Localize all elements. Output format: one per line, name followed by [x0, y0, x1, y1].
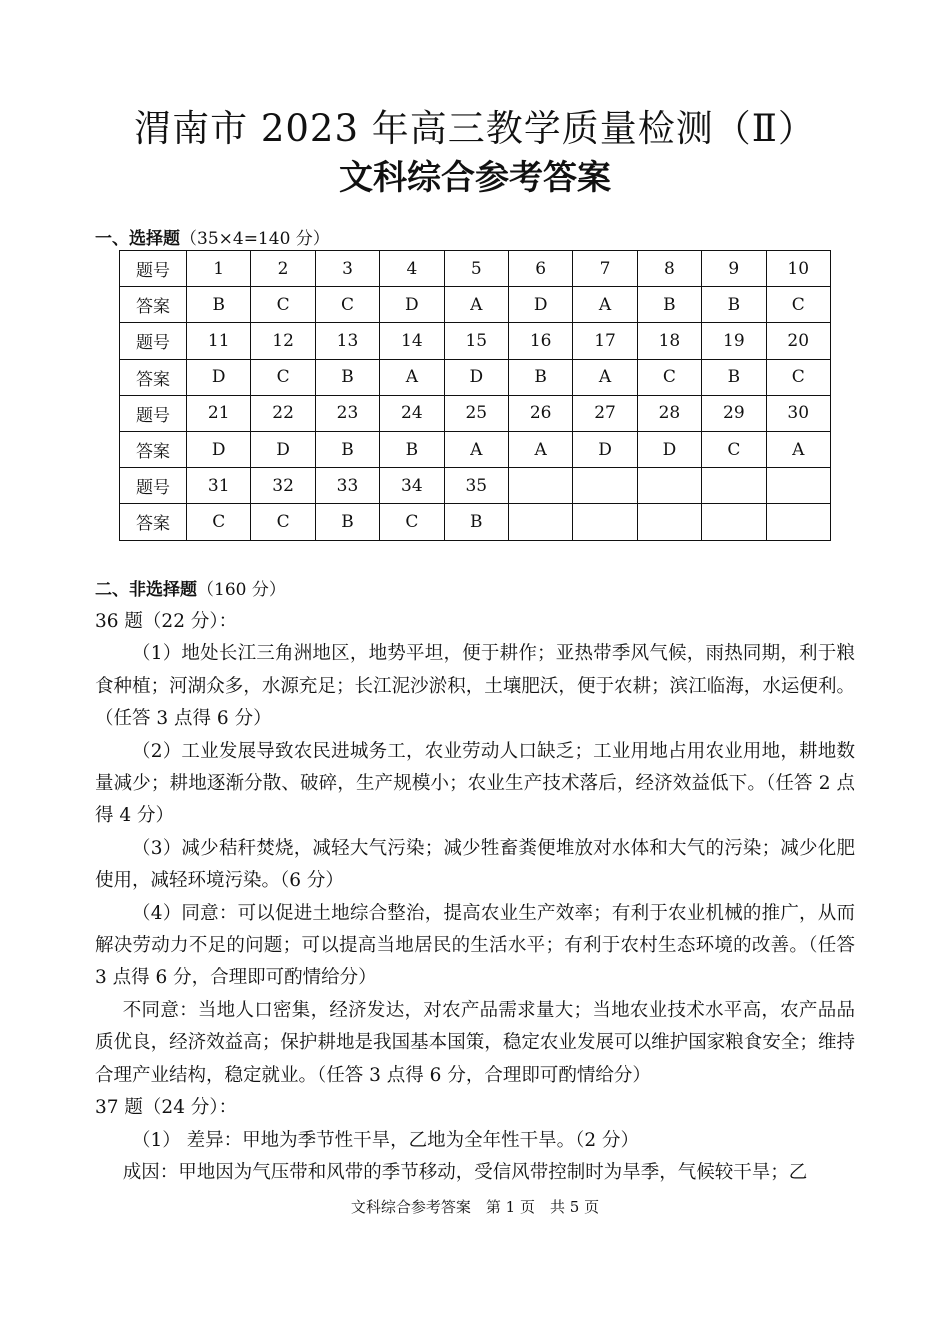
question-number-cell [766, 468, 830, 504]
answer-cell: A [380, 359, 444, 395]
question-number-cell: 2 [251, 251, 315, 287]
answer-cell: C [187, 504, 251, 540]
answer-cell: D [187, 431, 251, 467]
question-number-cell: 26 [508, 395, 572, 431]
question-number-cell: 1 [187, 251, 251, 287]
answer-cell: A [573, 359, 637, 395]
question-row-label: 题号 [120, 468, 187, 504]
section-heading-nonchoice [95, 575, 286, 600]
answer-body [95, 606, 855, 1189]
answer-paragraph: （2）工业发展导致农民进城务工，农业劳动人口缺乏；工业用地占用农业用地，耕地数量减少；耕地逐渐分散、破碎，生产规模小；农业生产技术落后，经济效益低下。（任答 2 点得 4 分） [95, 740, 855, 827]
question-number-cell: 24 [380, 395, 444, 431]
answer-row-label: 答案 [120, 431, 187, 467]
answer-row-label: 答案 [120, 287, 187, 323]
answer-cell: A [573, 287, 637, 323]
question-number-cell [637, 468, 701, 504]
question-number-cell: 22 [251, 395, 315, 431]
question-number-cell: 29 [702, 395, 766, 431]
answer-row [120, 504, 831, 540]
answer-table [119, 250, 831, 541]
answer-cell: D [573, 431, 637, 467]
answer-cell [573, 504, 637, 540]
answer-cell [508, 504, 572, 540]
answer-cell: B [702, 359, 766, 395]
answer-paragraph: （4）同意：可以促进土地综合整治，提高农业生产效率；有利于农业机械的推广，从而解决劳动力不足的问题；可以提高当地居民的生活水平；有利于农村生态环境的改善。（任答 3 点得 6 分，合理即可酌情给分） [95, 902, 855, 989]
question-number-cell: 10 [766, 251, 830, 287]
section-score: （35×4=140 分） [180, 229, 330, 249]
answer-cell: B [508, 359, 572, 395]
section-heading-choice [95, 224, 330, 249]
question-number-cell: 19 [702, 323, 766, 359]
answer-paragraph: 成因：甲地因为气压带和风带的季节移动，受信风带控制时为旱季，气候较干旱；乙 [122, 1161, 808, 1183]
answer-cell: B [380, 431, 444, 467]
section-heading-text: 二、非选择题 [95, 580, 197, 600]
question-number-cell: 6 [508, 251, 572, 287]
question-number-cell [573, 468, 637, 504]
question-number-cell: 18 [637, 323, 701, 359]
question-number-cell: 30 [766, 395, 830, 431]
answer-cell: B [444, 504, 508, 540]
answer-row [120, 287, 831, 323]
answer-paragraph: （1） 差异：甲地为季节性干旱，乙地为全年性干旱。（2 分） [132, 1129, 640, 1151]
answer-cell: A [766, 431, 830, 467]
question-number-cell: 27 [573, 395, 637, 431]
answer-cell: C [251, 287, 315, 323]
answer-cell [766, 504, 830, 540]
answer-cell: D [508, 287, 572, 323]
answer-cell: B [637, 287, 701, 323]
answer-cell: D [187, 359, 251, 395]
question-number-cell [702, 468, 766, 504]
answer-cell [702, 504, 766, 540]
question-number-cell: 25 [444, 395, 508, 431]
question-number-cell: 16 [508, 323, 572, 359]
question-number-cell: 31 [187, 468, 251, 504]
answer-cell: C [766, 359, 830, 395]
question-number-cell: 13 [315, 323, 379, 359]
answer-cell: A [444, 431, 508, 467]
question-number-cell: 32 [251, 468, 315, 504]
page-subtitle: 文科综合参考答案 [339, 158, 611, 198]
question-number-cell: 35 [444, 468, 508, 504]
question-row [120, 468, 831, 504]
answer-paragraph: （1）地处长江三角洲地区，地势平坦，便于耕作；亚热带季风气候，雨热同期，利于粮食种植；河湖众多，水源充足；长江泥沙淤积，土壤肥沃，便于农耕；滨江临海，水运便利。（任答 3 点得 6 分） [95, 643, 855, 730]
question-row-label: 题号 [120, 395, 187, 431]
question-number-cell [508, 468, 572, 504]
answer-cell: B [315, 359, 379, 395]
answer-paragraph: （3）减少秸秆焚烧，减轻大气污染；减少牲畜粪便堆放对水体和大气的污染；减少化肥使用，减轻环境污染。（6 分） [95, 837, 855, 892]
answer-cell: D [444, 359, 508, 395]
question-row-label: 题号 [120, 323, 187, 359]
answer-row-label: 答案 [120, 504, 187, 540]
page-footer: 文科综合参考答案 第 1 页 共 5 页 [350, 1198, 600, 1216]
answer-cell: A [508, 431, 572, 467]
answer-cell: C [251, 359, 315, 395]
answer-cell: C [251, 504, 315, 540]
question-number-cell: 14 [380, 323, 444, 359]
question-number-cell: 5 [444, 251, 508, 287]
question-row [120, 323, 831, 359]
question-number-cell: 12 [251, 323, 315, 359]
question-number-cell: 4 [380, 251, 444, 287]
answer-cell: D [380, 287, 444, 323]
section-score: （160 分） [197, 580, 286, 600]
answer-cell: D [637, 431, 701, 467]
question-number-cell: 17 [573, 323, 637, 359]
answer-cell: A [444, 287, 508, 323]
answer-cell: B [702, 287, 766, 323]
answer-cell: C [766, 287, 830, 323]
answer-row-label: 答案 [120, 359, 187, 395]
question-number-cell: 7 [573, 251, 637, 287]
answer-cell: B [187, 287, 251, 323]
answer-cell: B [315, 431, 379, 467]
page-title: 渭南市 2023 年高三教学质量检测（Ⅱ） [134, 107, 816, 150]
question-number-cell: 33 [315, 468, 379, 504]
answer-cell: B [315, 504, 379, 540]
question-row [120, 251, 831, 287]
answer-paragraph: 37 题（24 分）： [95, 1097, 238, 1119]
question-number-cell: 20 [766, 323, 830, 359]
question-number-cell: 21 [187, 395, 251, 431]
answer-cell: D [251, 431, 315, 467]
question-row-label: 题号 [120, 251, 187, 287]
answer-cell: C [637, 359, 701, 395]
question-number-cell: 28 [637, 395, 701, 431]
answer-cell: C [380, 504, 444, 540]
question-number-cell: 3 [315, 251, 379, 287]
question-number-cell: 15 [444, 323, 508, 359]
answer-paragraph: 36 题（22 分）： [95, 611, 238, 632]
section-heading-text: 一、选择题 [95, 229, 180, 249]
answer-cell: C [702, 431, 766, 467]
answer-row [120, 431, 831, 467]
answer-row [120, 359, 831, 395]
question-number-cell: 34 [380, 468, 444, 504]
answer-paragraph: 不同意：当地人口密集，经济发达，对农产品需求量大；当地农业技术水平高，农产品品质优良，经济效益高；保护耕地是我国基本国策，稳定农业发展可以维护国家粮食安全；维持合理产业结构，稳定就业。（任答 3 点得 6 分，合理即可酌情给分） [95, 999, 855, 1086]
answer-cell: C [315, 287, 379, 323]
answer-cell [637, 504, 701, 540]
question-number-cell: 11 [187, 323, 251, 359]
question-number-cell: 8 [637, 251, 701, 287]
question-number-cell: 9 [702, 251, 766, 287]
question-row [120, 395, 831, 431]
question-number-cell: 23 [315, 395, 379, 431]
